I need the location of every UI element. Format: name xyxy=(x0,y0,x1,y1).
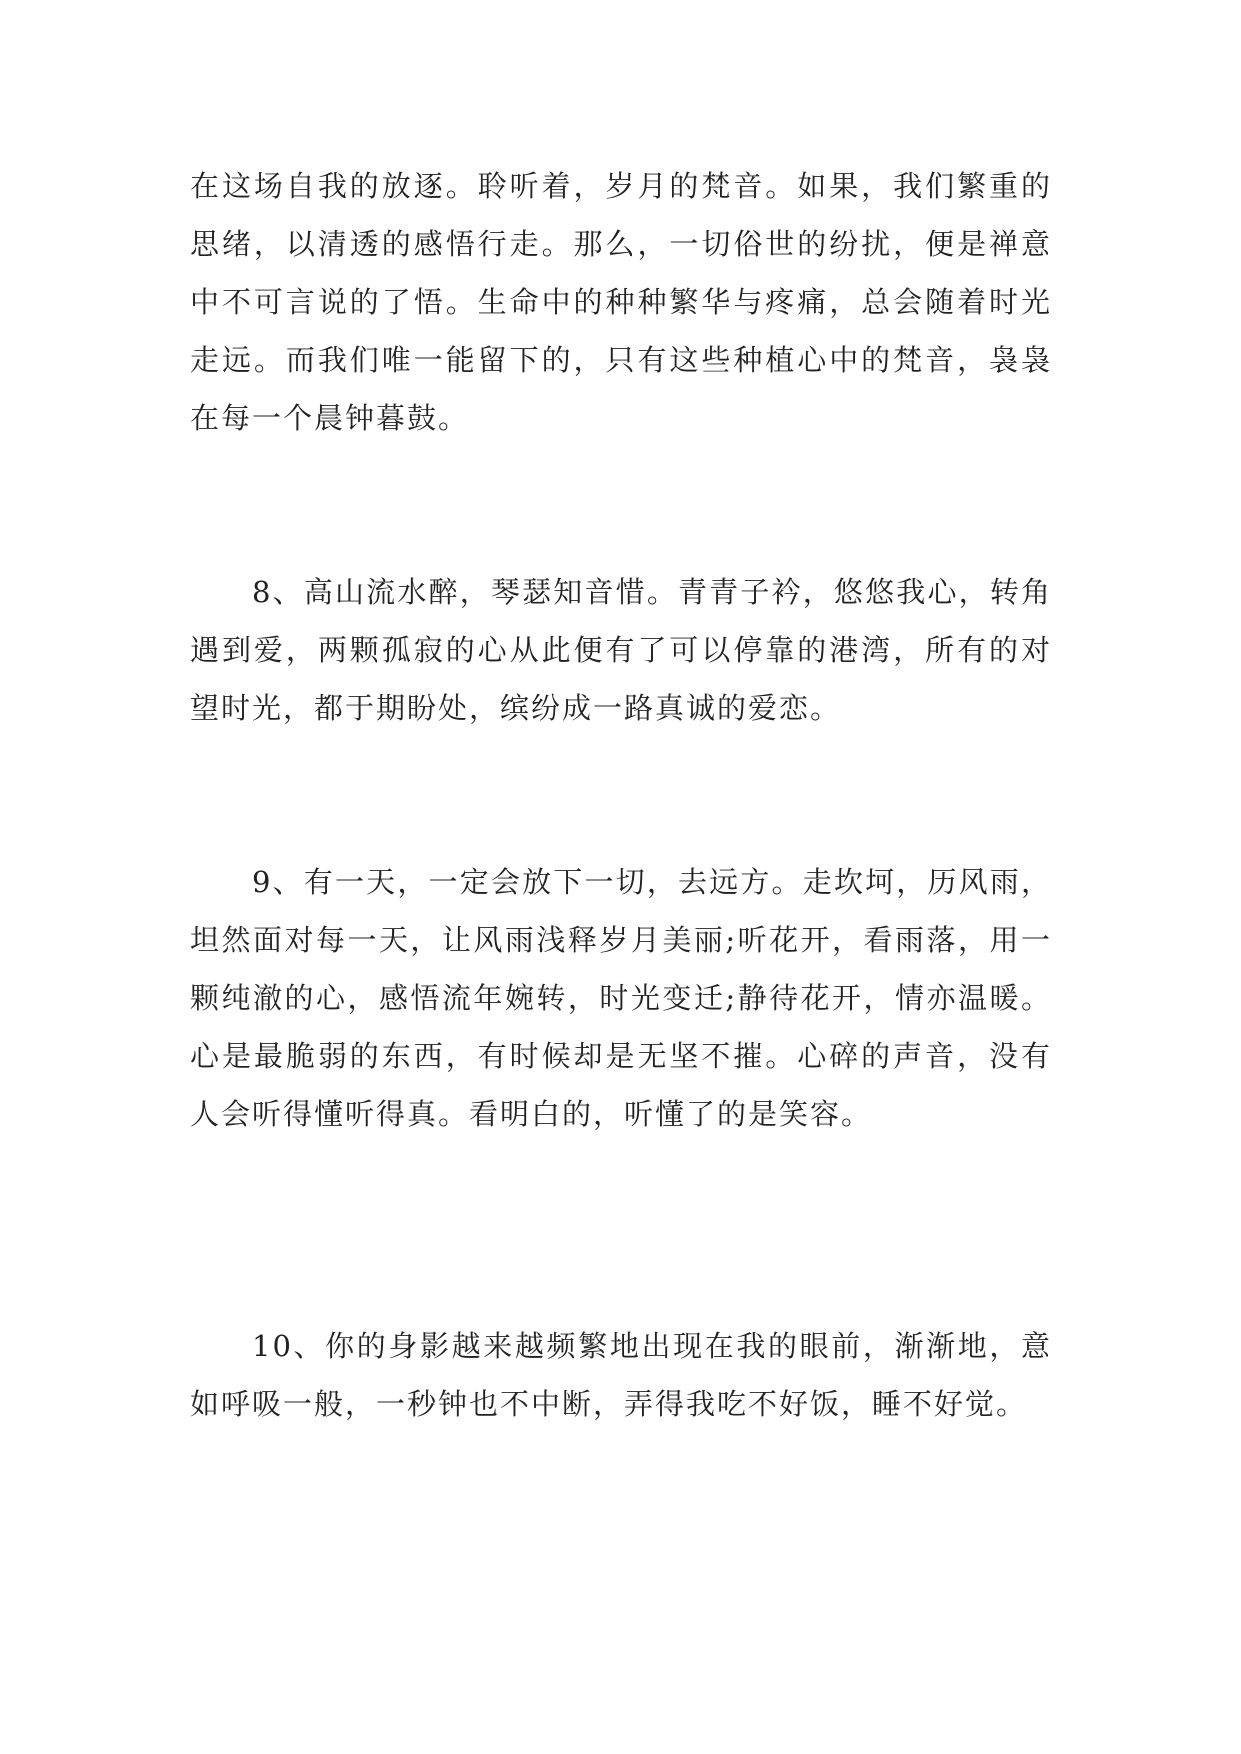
paragraph-continuation: 在这场自我的放逐。聆听着，岁月的梵音。如果，我们繁重的思绪，以清透的感悟行走。那么，一切俗世的纷扰，便是禅意中不可言说的了悟。生命中的种种繁华与疼痛，总会随着时光走远。而我们唯一能留下的，只有这些种植心中的梵音，袅袅在每一个晨钟暮鼓。 xyxy=(190,169,1052,435)
paragraph-item-8: 8、高山流水醉，琴瑟知音惜。青青子衿，悠悠我心，转角遇到爱，两颗孤寂的心从此便有了可以停靠的港湾，所有的对望时光，都于期盼处，缤纷成一路真诚的爱恋。 xyxy=(190,575,1052,725)
paragraph-item-10: 10、你的身影越来越频繁地出现在我的眼前，渐渐地，意如呼吸一般，一秒钟也不中断，弄得我吃不好饭，睡不好觉。 xyxy=(190,1329,1052,1421)
paragraph-item-9: 9、有一天，一定会放下一切，去远方。走坎坷，历风雨，坦然面对每一天，让风雨浅释岁月美丽;听花开，看雨落，用一颗纯澈的心，感悟流年婉转，时光变迁;静待花开，情亦温暖。心是最脆弱的东西，有时候却是无坚不摧。心碎的声音，没有人会听得懂听得真。看明白的，听懂了的是笑容。 xyxy=(190,865,1052,1131)
